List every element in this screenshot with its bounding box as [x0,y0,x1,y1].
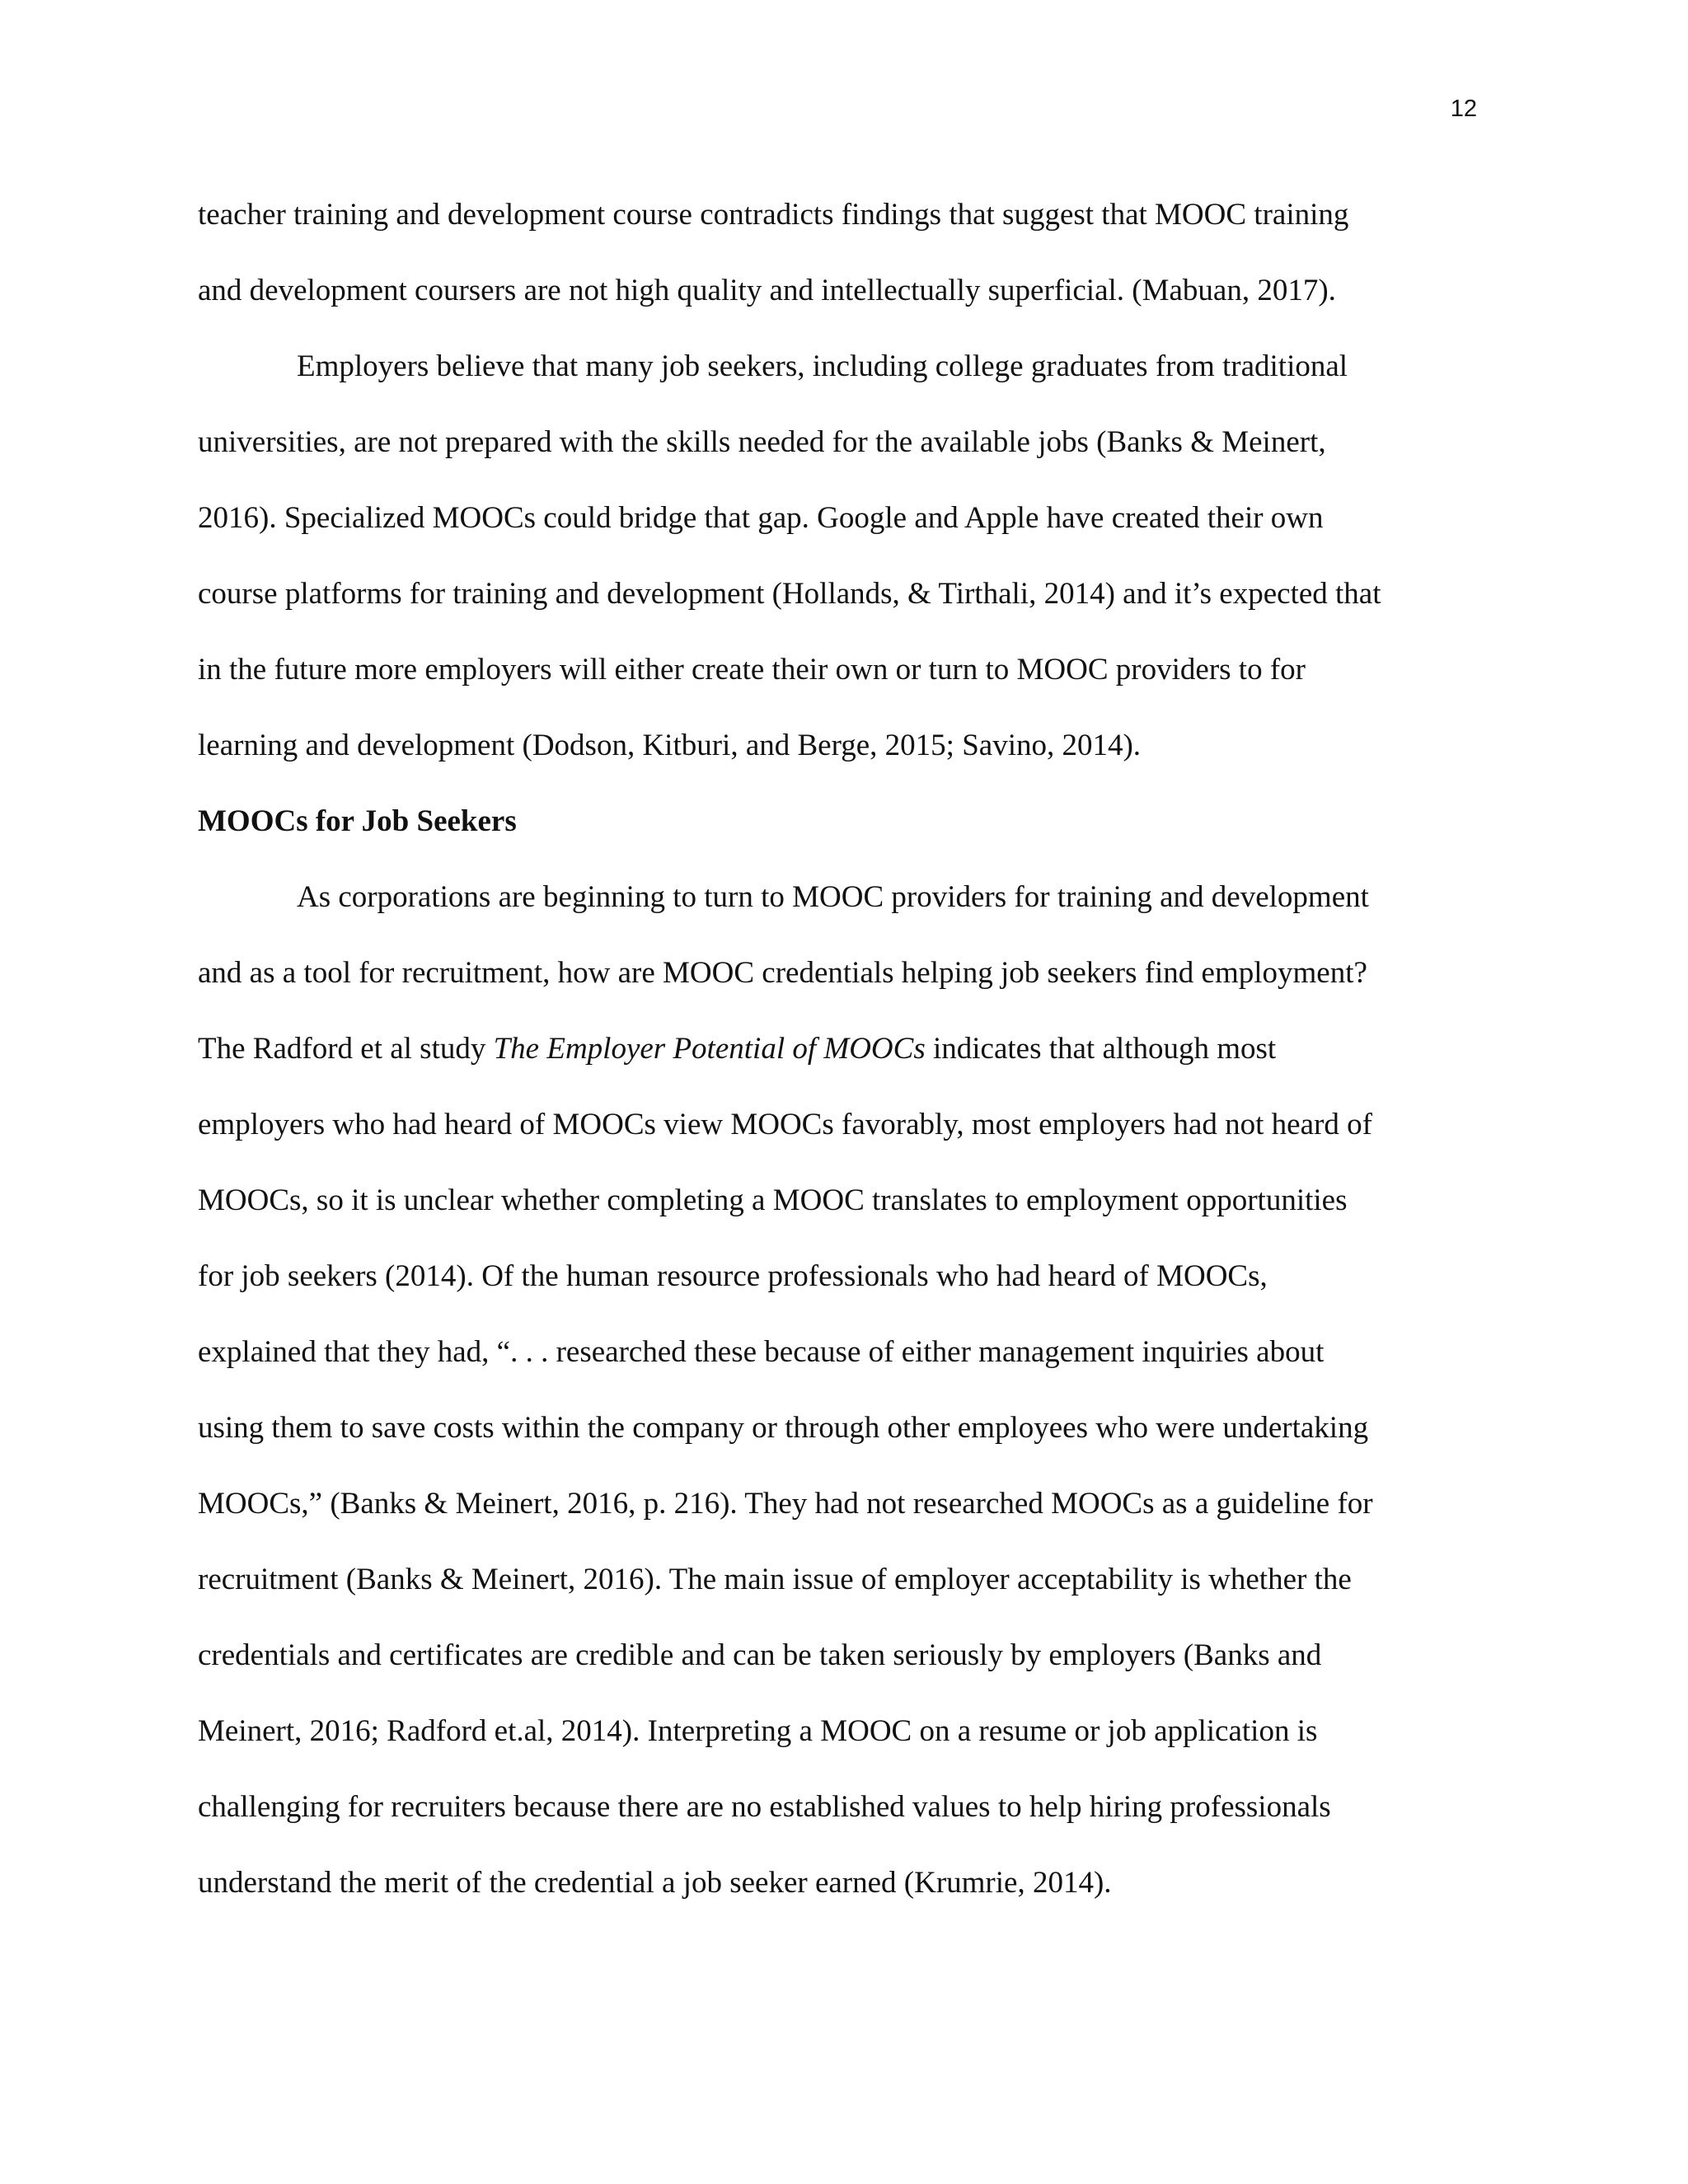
text-line [198,1029,1484,1104]
text-line: and as a tool for recruitment, how are MOOC credentials helping job seekers find employment? [198,956,1367,990]
text-line: employers who had heard of MOOCs view MOOCs favorably, most employers had not heard of [198,1108,1372,1141]
text-line: Meinert, 2016; Radford et.al, 2014). Interpreting a MOOC on a resume or job application is [198,1714,1318,1748]
text-line: As corporations are beginning to turn to MOOC providers for training and development [297,880,1369,914]
text-segment: The Radford et al study [198,1032,494,1066]
text-line: teacher training and development course contradicts findings that suggest that MOOC training [198,198,1349,232]
text-line: understand the merit of the credential a job seeker earned (Krumrie, 2014). [198,1866,1112,1900]
text-line: explained that they had, “. . . researched these because of either management inquiries about [198,1335,1325,1369]
text-line: for job seekers (2014). Of the human resource professionals who had heard of MOOCs, [198,1259,1268,1293]
page-number: 12 [1450,96,1477,122]
text-line: Employers believe that many job seekers, including college graduates from traditional [297,349,1348,383]
text-line: using them to save costs within the company or through other employees who were undertaking [198,1411,1369,1445]
paragraph-3 [198,877,1484,1938]
paragraph-1 [198,194,1484,346]
paragraph-2 [198,346,1484,801]
text-line: universities, are not prepared with the skills needed for the available jobs (Banks & Meinert, [198,425,1326,459]
text-line: in the future more employers will either create their own or turn to MOOC providers to for [198,653,1306,687]
text-line: and development coursers are not high quality and intellectually superficial. (Mabuan, 2017). [198,274,1336,307]
text-line: course platforms for training and development (Hollands, & Tirthali, 2014) and it’s expected that [198,577,1381,611]
text-line: credentials and certificates are credible and can be taken seriously by employers (Banks and [198,1638,1322,1672]
text-line: MOOCs,” (Banks & Meinert, 2016, p. 216). They had not researched MOOCs as a guideline for [198,1487,1373,1521]
page-body [198,194,1484,1938]
text-line: 2016). Specialized MOOCs could bridge that gap. Google and Apple have created their own [198,501,1324,535]
text-line: recruitment (Banks & Meinert, 2016). The main issue of employer acceptability is whether the [198,1563,1352,1596]
text-segment: indicates that although most [925,1032,1277,1066]
text-line: challenging for recruiters because there are no established values to help hiring professionals [198,1790,1331,1824]
text-line: learning and development (Dodson, Kitburi, and Berge, 2015; Savino, 2014). [198,729,1142,762]
study-title: The Employer Potential of MOOCs [493,1032,926,1066]
section-heading: MOOCs for Job Seekers [198,804,517,838]
text-line: MOOCs, so it is unclear whether completing a MOOC translates to employment opportunities [198,1183,1348,1217]
